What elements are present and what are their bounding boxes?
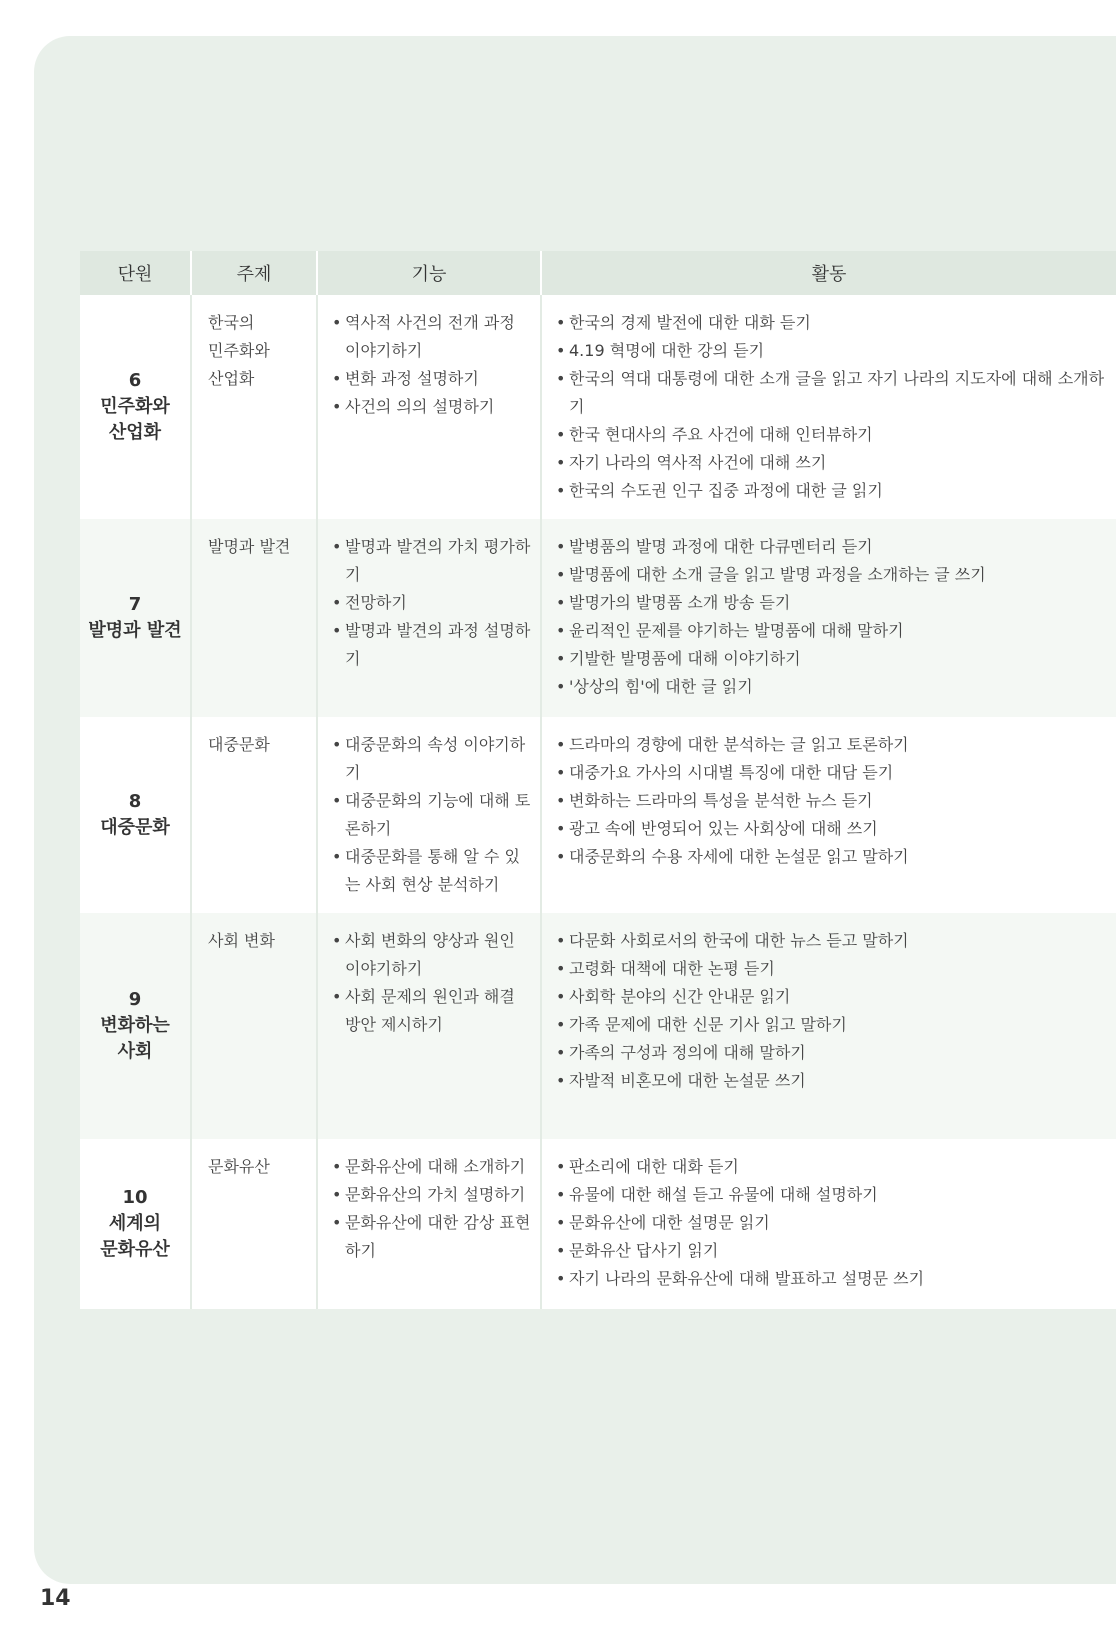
table-row [80,717,1116,913]
unit-cell [80,913,191,1139]
activity-item: • 대중가요 가사의 시대별 특징에 대한 대담 듣기 [556,759,1108,787]
activity-item: • 자기 나라의 문화유산에 대해 발표하고 설명문 쓰기 [556,1265,1108,1293]
table-row [80,1139,1116,1309]
activity-item: • 윤리적인 문제를 야기하는 발명품에 대해 말하기 [556,617,1108,645]
activities-cell [541,913,1116,1139]
activity-item: • 한국의 경제 발전에 대한 대화 듣기 [556,309,1108,337]
table-row [80,519,1116,717]
skill-item: • 역사적 사건의 전개 과정 이야기하기 [332,309,532,365]
activity-item: • 자기 나라의 역사적 사건에 대해 쓰기 [556,449,1108,477]
topic-cell [191,1139,317,1309]
activity-item: • 발병품의 발명 과정에 대한 다큐멘터리 듣기 [556,533,1108,561]
skills-cell [317,913,541,1139]
skill-item: • 사회 문제의 원인과 해결 방안 제시하기 [332,983,532,1039]
unit-title-line: 세계의 [108,1213,162,1234]
unit-number: 8 [128,791,142,812]
skill-item: • 대중문화를 통해 알 수 있는 사회 현상 분석하기 [332,843,532,899]
unit-cell [80,295,191,519]
activity-item: • 사회학 분야의 신간 안내문 읽기 [556,983,1108,1011]
activity-item: • 드라마의 경향에 대한 분석하는 글 읽고 토론하기 [556,731,1108,759]
table-header-row [80,251,1116,295]
unit-title-line: 사회 [117,1041,153,1062]
unit-title-line: 산업화 [108,422,162,443]
unit-cell [80,519,191,717]
skill-item: • 발명과 발견의 과정 설명하기 [332,617,532,673]
topic-line: 산업화 [208,369,255,388]
unit-title-line: 발명과 발견 [88,620,182,641]
header-activities: 활동 [541,251,1116,295]
topic-cell [191,913,317,1139]
topic-line: 한국의 [208,313,255,332]
activity-item: • 문화유산에 대한 설명문 읽기 [556,1209,1108,1237]
activity-item: • 기발한 발명품에 대해 이야기하기 [556,645,1108,673]
table-row [80,295,1116,519]
topic-line: 문화유산 [208,1157,270,1176]
skill-item: • 문화유산에 대해 소개하기 [332,1153,532,1181]
skills-cell [317,717,541,913]
activity-item: • 변화하는 드라마의 특성을 분석한 뉴스 듣기 [556,787,1108,815]
skills-cell [317,519,541,717]
skill-item: • 사회 변화의 양상과 원인 이야기하기 [332,927,532,983]
unit-title-line: 대중문화 [100,817,170,838]
topic-cell [191,295,317,519]
unit-cell [80,1139,191,1309]
skill-item: • 문화유산에 대한 감상 표현하기 [332,1209,532,1265]
skill-item: • 대중문화의 기능에 대해 토론하기 [332,787,532,843]
activity-item: • 한국 현대사의 주요 사건에 대해 인터뷰하기 [556,421,1108,449]
activities-cell [541,295,1116,519]
unit-number: 6 [128,370,142,391]
topic-line: 발명과 발견 [208,537,291,556]
skill-item: • 전망하기 [332,589,532,617]
header-skills: 기능 [317,251,541,295]
activity-item: • 광고 속에 반영되어 있는 사회상에 대해 쓰기 [556,815,1108,843]
skill-item: • 대중문화의 속성 이야기하기 [332,731,532,787]
activity-item: • 발명가의 발명품 소개 방송 듣기 [556,589,1108,617]
header-topic: 주제 [191,251,317,295]
skill-item: • 변화 과정 설명하기 [332,365,532,393]
activity-item: • 자발적 비혼모에 대한 논설문 쓰기 [556,1067,1108,1095]
activity-item: • '상상의 힘'에 대한 글 읽기 [556,673,1108,701]
topic-line: 사회 변화 [208,931,275,950]
activity-item: • 판소리에 대한 대화 듣기 [556,1153,1108,1181]
topic-cell [191,717,317,913]
skills-cell [317,295,541,519]
activity-item: • 4.19 혁명에 대한 강의 듣기 [556,337,1108,365]
activity-item: • 대중문화의 수용 자세에 대한 논설문 읽고 말하기 [556,843,1108,871]
activities-cell [541,519,1116,717]
skill-item: • 문화유산의 가치 설명하기 [332,1181,532,1209]
curriculum-table [80,251,1116,1309]
activities-cell [541,1139,1116,1309]
activity-item: • 발명품에 대한 소개 글을 읽고 발명 과정을 소개하는 글 쓰기 [556,561,1108,589]
unit-title-line: 문화유산 [100,1239,170,1260]
table-row [80,913,1116,1139]
activity-item: • 유물에 대한 해설 듣고 유물에 대해 설명하기 [556,1181,1108,1209]
page-number: 14 [40,1586,71,1611]
activities-cell [541,717,1116,913]
unit-title-line: 변화하는 [100,1015,170,1036]
activity-item: • 가족 문제에 대한 신문 기사 읽고 말하기 [556,1011,1108,1039]
topic-line: 대중문화 [208,735,270,754]
activity-item: • 한국의 역대 대통령에 대한 소개 글을 읽고 자기 나라의 지도자에 대해 소개하기 [556,365,1108,421]
activity-item: • 문화유산 답사기 읽기 [556,1237,1108,1265]
header-unit: 단원 [80,251,191,295]
activity-item: • 가족의 구성과 정의에 대해 말하기 [556,1039,1108,1067]
skill-item: • 발명과 발견의 가치 평가하기 [332,533,532,589]
skill-item: • 사건의 의의 설명하기 [332,393,532,421]
unit-title-line: 민주화와 [100,396,170,417]
unit-cell [80,717,191,913]
topic-cell [191,519,317,717]
topic-line: 민주화와 [208,341,270,360]
activity-item: • 다문화 사회로서의 한국에 대한 뉴스 듣고 말하기 [556,927,1108,955]
unit-number: 7 [128,594,142,615]
activity-item: • 한국의 수도권 인구 집중 과정에 대한 글 읽기 [556,477,1108,505]
unit-number: 9 [128,989,142,1010]
unit-number: 10 [122,1187,148,1208]
skills-cell [317,1139,541,1309]
activity-item: • 고령화 대책에 대한 논평 듣기 [556,955,1108,983]
